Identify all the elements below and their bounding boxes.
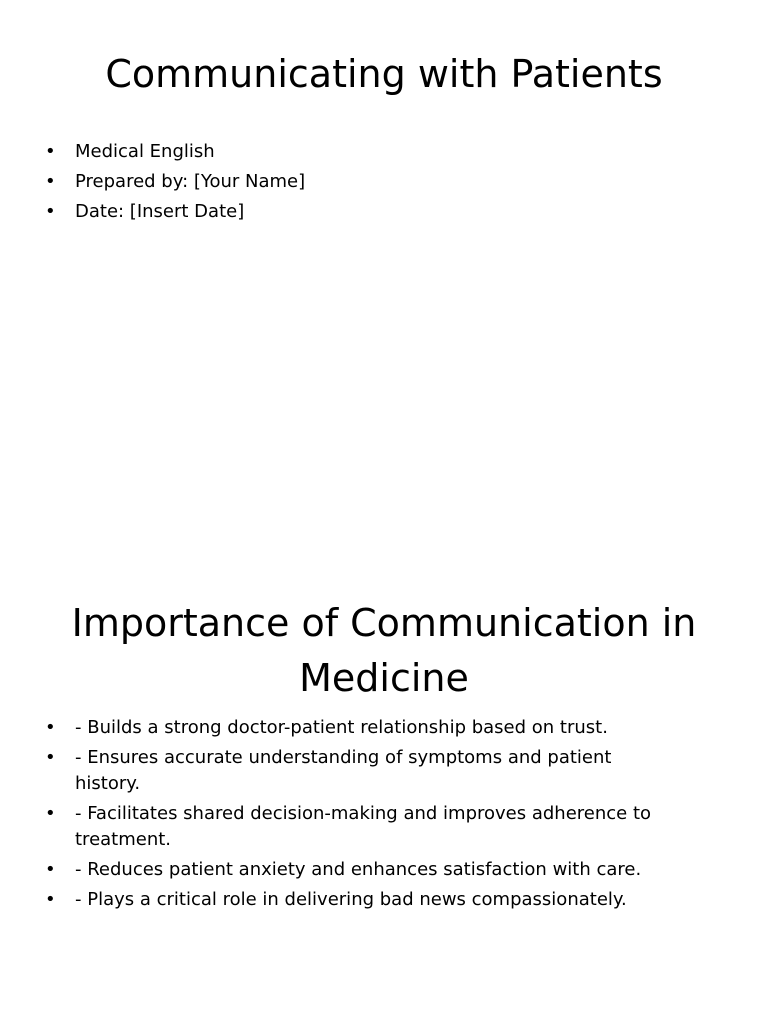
bullet-item: • - Facilitates shared decision-making and improves adherence to treatment.	[0, 801, 768, 853]
bullet-item: • - Plays a critical role in delivering bad news compassionately.	[0, 887, 768, 913]
slide-1-title: Communicating with Patients	[105, 52, 663, 96]
bullet-item: • - Ensures accurate understanding of symptoms and patient history.	[0, 745, 768, 797]
bullet-item: • Medical English	[0, 139, 768, 165]
bullet-item: • - Reduces patient anxiety and enhances satisfaction with care.	[0, 857, 768, 883]
slide-2	[0, 512, 768, 1024]
bullet-item: • - Builds a strong doctor-patient relationship based on trust.	[0, 715, 768, 741]
slide-1-bullet-list	[0, 139, 768, 229]
slide-2-title: Importance of Communication in Medicine	[71, 601, 697, 700]
bullet-item: • Date: [Insert Date]	[0, 199, 768, 225]
bullet-item: • Prepared by: [Your Name]	[0, 169, 768, 195]
slide-2-bullet-list	[0, 715, 768, 917]
